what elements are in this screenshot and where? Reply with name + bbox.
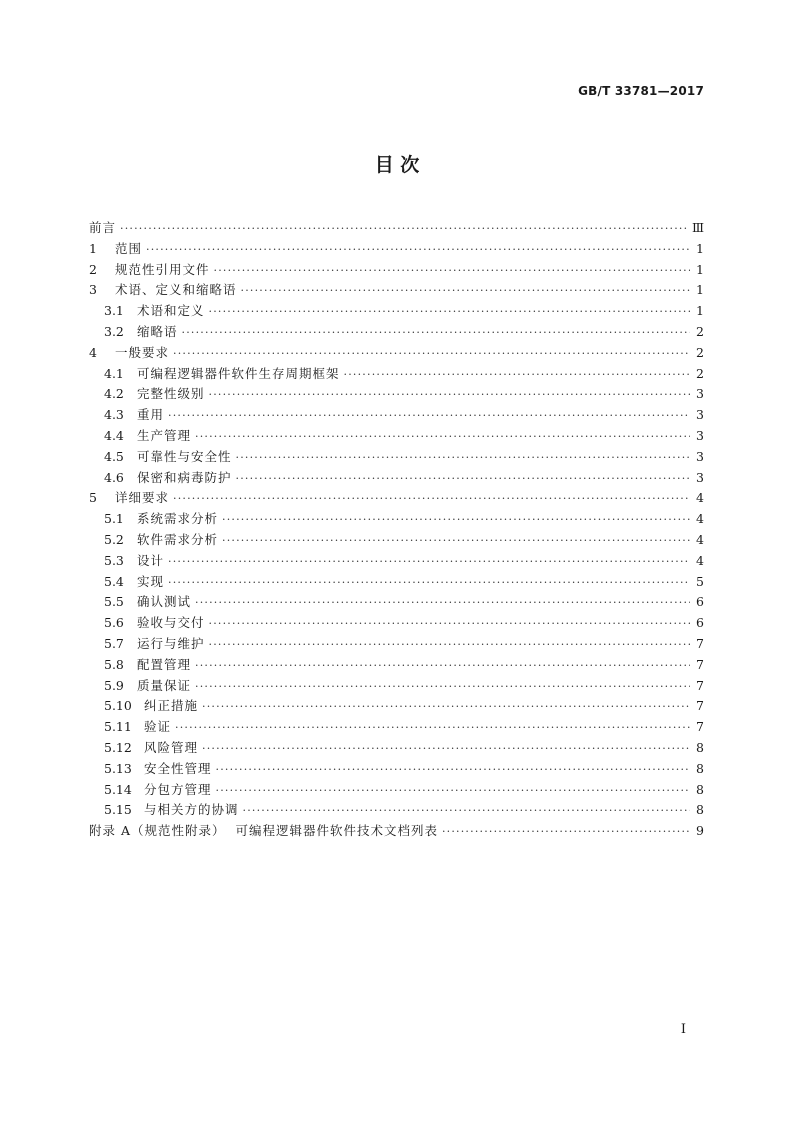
toc-leader-dots xyxy=(222,510,690,531)
toc-entry[interactable] xyxy=(89,301,704,322)
toc-entry-title: 确认测试 xyxy=(137,594,192,610)
toc-leader-dots xyxy=(173,344,690,365)
toc-entry-title: 附录 A（规范性附录） 可编程逻辑器件软件技术文档列表 xyxy=(89,823,438,839)
toc-entry-title: 保密和病毒防护 xyxy=(137,469,232,485)
toc-entry-title: 可靠性与安全性 xyxy=(137,448,232,464)
toc-entry-page: 6 xyxy=(696,594,704,610)
toc-leader-dots xyxy=(146,240,690,261)
toc-entry-title: 范围 xyxy=(115,240,143,256)
toc-entry-number: 4.3 xyxy=(104,407,124,423)
toc-entry[interactable] xyxy=(89,426,704,447)
standard-number: GB/T 33781—2017 xyxy=(578,84,704,98)
toc-entry-number: 3 xyxy=(89,282,97,298)
toc-entry-title: 缩略语 xyxy=(137,323,178,339)
toc-entry-number: 5.10 xyxy=(104,698,132,714)
toc-entry-page: 5 xyxy=(696,573,704,589)
toc-entry[interactable] xyxy=(89,280,704,301)
toc-entry-title: 软件需求分析 xyxy=(137,531,219,547)
toc-entry[interactable] xyxy=(89,364,704,385)
toc-entry[interactable] xyxy=(89,260,704,281)
toc-entry-title: 术语、定义和缩略语 xyxy=(115,282,237,298)
toc-entry[interactable] xyxy=(89,488,704,509)
toc-entry-number: 5.7 xyxy=(104,635,124,651)
toc-entry[interactable] xyxy=(89,655,704,676)
toc-entry-page: 9 xyxy=(696,823,704,839)
toc-entry-number: 4 xyxy=(89,344,97,360)
toc-leader-dots xyxy=(202,739,690,760)
toc-entry[interactable] xyxy=(89,613,704,634)
toc-entry-page: 8 xyxy=(696,802,704,818)
toc-entry-page: 8 xyxy=(696,781,704,797)
toc-entry[interactable] xyxy=(89,572,704,593)
toc-entry-page: 1 xyxy=(696,303,704,319)
toc-entry-page: 1 xyxy=(696,240,704,256)
toc-entry[interactable] xyxy=(89,717,704,738)
toc-leader-dots xyxy=(209,302,690,323)
toc-entry-page: 7 xyxy=(696,698,704,714)
toc-entry-page: 4 xyxy=(696,490,704,506)
toc-leader-dots xyxy=(195,677,690,698)
toc-entry-number: 5.8 xyxy=(104,656,124,672)
toc-leader-dots xyxy=(168,406,690,427)
toc-entry-title: 可编程逻辑器件软件生存周期框架 xyxy=(137,365,340,381)
toc-entry-title: 安全性管理 xyxy=(144,760,212,776)
toc-entry-page: 7 xyxy=(696,635,704,651)
toc-entry[interactable] xyxy=(89,676,704,697)
toc-leader-dots xyxy=(173,489,690,510)
toc-entry[interactable] xyxy=(89,696,704,717)
toc-entry-title: 重用 xyxy=(137,407,165,423)
toc-entry-title: 规范性引用文件 xyxy=(115,261,210,277)
toc-leader-dots xyxy=(195,656,690,677)
toc-entry-page: 1 xyxy=(696,261,704,277)
toc-entry-title: 纠正措施 xyxy=(144,698,199,714)
toc-entry-number: 5.6 xyxy=(104,615,124,631)
toc-entry-page: 7 xyxy=(696,719,704,735)
toc-entry-page: 7 xyxy=(696,656,704,672)
toc-entry-page: 3 xyxy=(696,386,704,402)
toc-entry[interactable] xyxy=(89,447,704,468)
toc-entry-number: 5.11 xyxy=(104,719,132,735)
toc-entry-title: 实现 xyxy=(137,573,165,589)
toc-entry-title: 质量保证 xyxy=(137,677,192,693)
toc-entry-page: Ⅲ xyxy=(691,220,704,235)
toc-entry-title: 验证 xyxy=(144,719,172,735)
toc-entry[interactable] xyxy=(89,468,704,489)
toc-leader-dots xyxy=(195,593,690,614)
toc-entry-number: 3.1 xyxy=(104,303,124,319)
toc-entry-title: 验收与交付 xyxy=(137,615,205,631)
table-of-contents xyxy=(89,218,704,842)
toc-entry-title: 生产管理 xyxy=(137,427,192,443)
toc-entry-page: 4 xyxy=(696,511,704,527)
toc-entry[interactable] xyxy=(89,218,704,239)
toc-leader-dots xyxy=(120,219,688,240)
toc-entry-number: 4.5 xyxy=(104,448,124,464)
toc-leader-dots xyxy=(216,781,690,802)
toc-entry[interactable] xyxy=(89,343,704,364)
toc-entry-number: 4.2 xyxy=(104,386,124,402)
toc-entry-page: 7 xyxy=(696,677,704,693)
toc-entry[interactable] xyxy=(89,405,704,426)
toc-entry-page: 3 xyxy=(696,427,704,443)
toc-entry-title: 详细要求 xyxy=(115,490,170,506)
toc-entry-page: 8 xyxy=(696,739,704,755)
toc-entry-number: 5.12 xyxy=(104,739,132,755)
toc-entry-number: 1 xyxy=(89,240,97,256)
toc-entry-page: 2 xyxy=(696,365,704,381)
toc-entry-number: 5.9 xyxy=(104,677,124,693)
toc-entry[interactable] xyxy=(89,800,704,821)
toc-entry-title: 风险管理 xyxy=(144,739,199,755)
toc-leader-dots xyxy=(168,573,690,594)
toc-entry-number: 2 xyxy=(89,261,97,277)
toc-entry-number: 3.2 xyxy=(104,323,124,339)
toc-entry-page: 6 xyxy=(696,615,704,631)
toc-entry[interactable] xyxy=(89,322,704,343)
toc-entry-number: 5.13 xyxy=(104,760,132,776)
toc-leader-dots xyxy=(168,552,690,573)
toc-entry-number: 4.1 xyxy=(104,365,124,381)
toc-entry-page: 4 xyxy=(696,531,704,547)
toc-entry-title: 设计 xyxy=(137,552,165,568)
toc-leader-dots xyxy=(209,385,690,406)
toc-entry-number: 4.6 xyxy=(104,469,124,485)
page-title: 目 次 xyxy=(374,154,420,176)
toc-leader-dots xyxy=(195,427,690,448)
toc-entry-title: 前言 xyxy=(89,220,117,235)
toc-entry[interactable] xyxy=(89,509,704,530)
toc-leader-dots xyxy=(216,760,690,781)
toc-entry-page: 4 xyxy=(696,552,704,568)
toc-leader-dots xyxy=(222,531,690,552)
toc-entry[interactable] xyxy=(89,821,704,842)
toc-entry-title: 一般要求 xyxy=(115,344,170,360)
toc-entry-number: 5.1 xyxy=(104,511,124,527)
toc-leader-dots xyxy=(209,614,690,635)
toc-entry-title: 运行与维护 xyxy=(137,635,205,651)
toc-leader-dots xyxy=(243,801,690,822)
toc-entry[interactable] xyxy=(89,530,704,551)
toc-entry-title: 系统需求分析 xyxy=(137,511,219,527)
page-number: I xyxy=(680,1022,686,1037)
toc-entry-page: 3 xyxy=(696,448,704,464)
toc-leader-dots xyxy=(442,822,690,843)
toc-leader-dots xyxy=(236,448,690,469)
toc-leader-dots xyxy=(182,323,690,344)
toc-entry-title: 完整性级别 xyxy=(137,386,205,402)
toc-entry-number: 4.4 xyxy=(104,427,124,443)
toc-entry-number: 5.4 xyxy=(104,573,124,589)
toc-entry-title: 术语和定义 xyxy=(137,303,205,319)
toc-entry[interactable] xyxy=(89,634,704,655)
toc-entry-page: 8 xyxy=(696,760,704,776)
toc-entry-page: 3 xyxy=(696,469,704,485)
toc-leader-dots xyxy=(175,718,690,739)
toc-leader-dots xyxy=(214,261,690,282)
toc-entry-number: 5.15 xyxy=(104,802,132,818)
toc-entry-page: 1 xyxy=(696,282,704,298)
toc-entry[interactable] xyxy=(89,384,704,405)
toc-entry[interactable] xyxy=(89,592,704,613)
toc-entry-title: 分包方管理 xyxy=(144,781,212,797)
toc-leader-dots xyxy=(344,365,690,386)
toc-entry-title: 配置管理 xyxy=(137,656,192,672)
toc-entry-number: 5.2 xyxy=(104,531,124,547)
toc-entry[interactable] xyxy=(89,780,704,801)
toc-entry[interactable] xyxy=(89,738,704,759)
toc-entry-number: 5.14 xyxy=(104,781,132,797)
toc-entry-page: 2 xyxy=(696,344,704,360)
toc-entry[interactable] xyxy=(89,759,704,780)
toc-leader-dots xyxy=(236,469,690,490)
toc-leader-dots xyxy=(241,281,690,302)
toc-entry-number: 5 xyxy=(89,490,97,506)
toc-entry-number: 5.3 xyxy=(104,552,124,568)
toc-entry-page: 2 xyxy=(696,323,704,339)
toc-entry-title: 与相关方的协调 xyxy=(144,802,239,818)
toc-leader-dots xyxy=(202,697,690,718)
toc-leader-dots xyxy=(209,635,690,656)
toc-entry[interactable] xyxy=(89,551,704,572)
toc-entry-number: 5.5 xyxy=(104,594,124,610)
toc-entry[interactable] xyxy=(89,239,704,260)
toc-entry-page: 3 xyxy=(696,407,704,423)
